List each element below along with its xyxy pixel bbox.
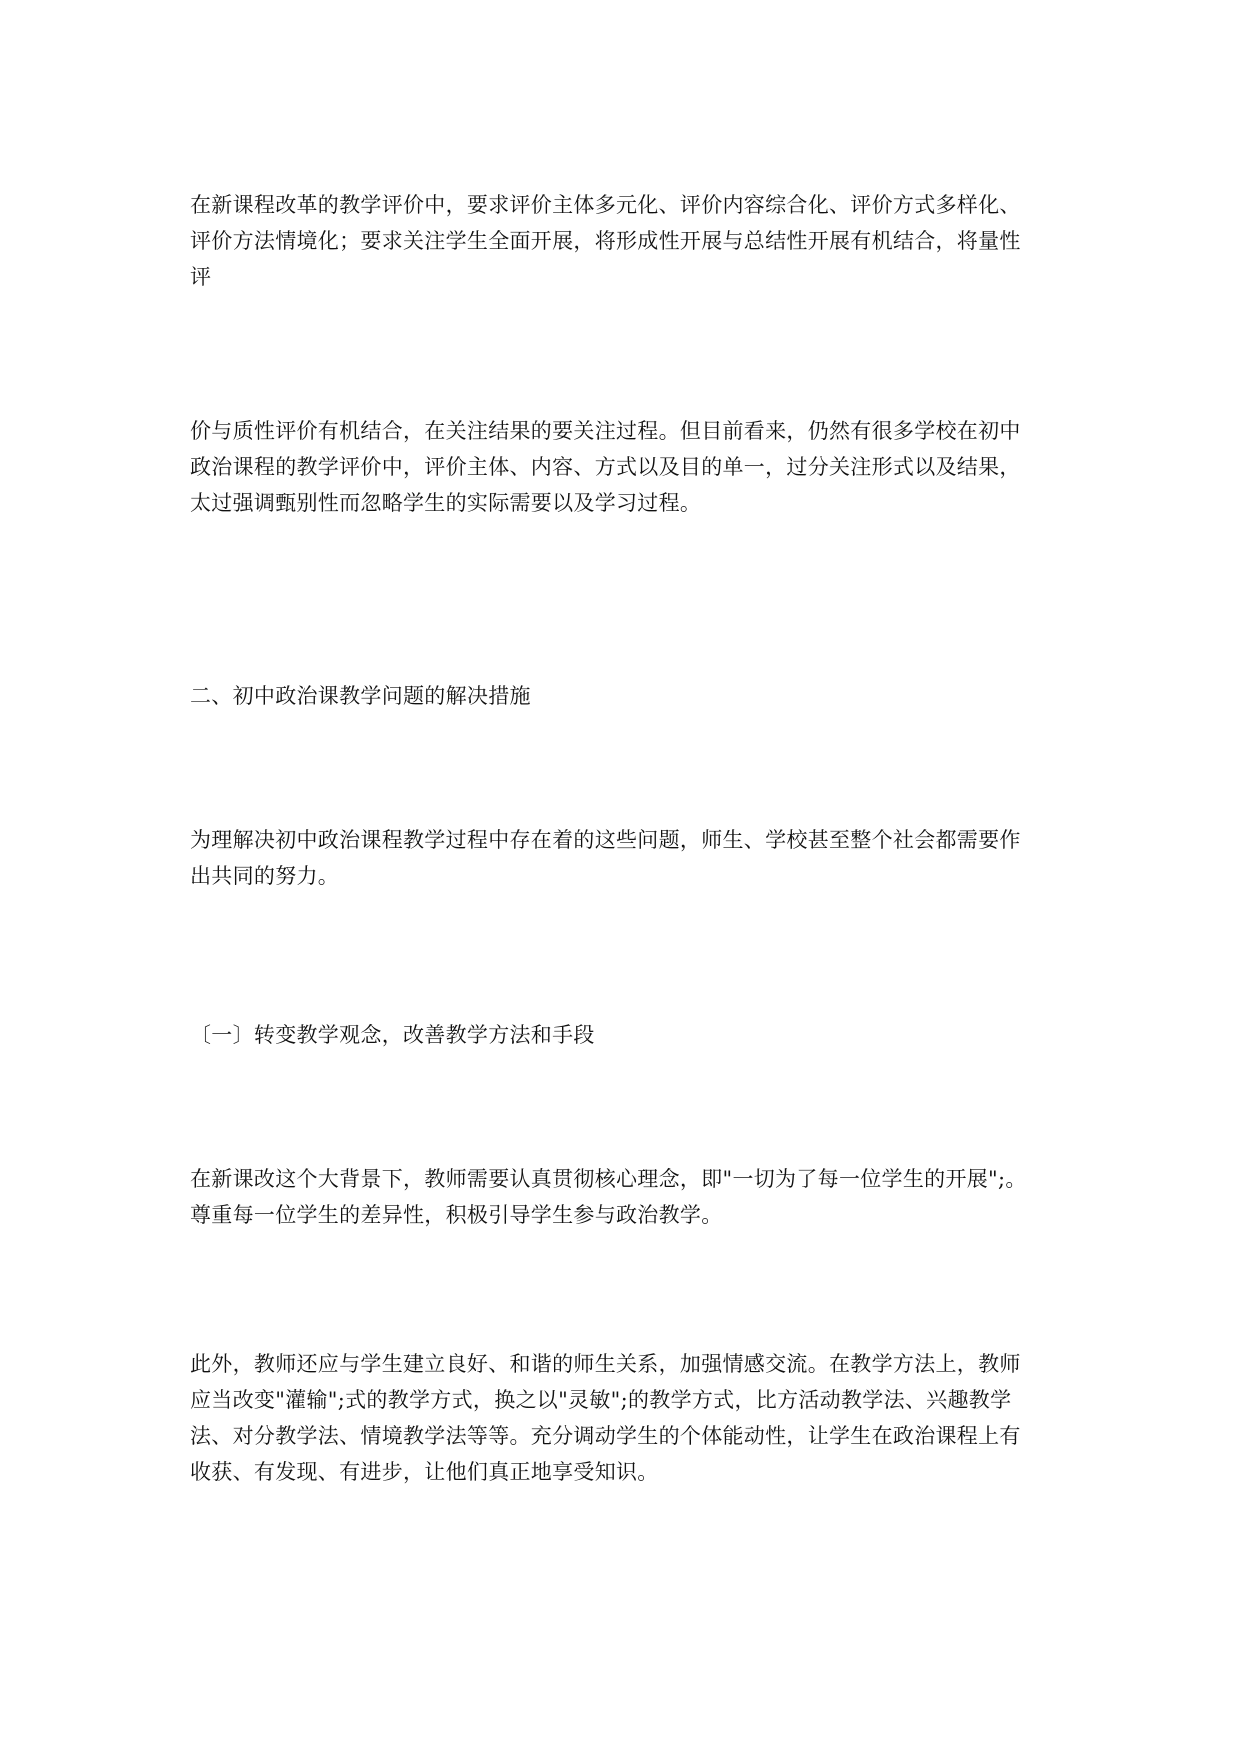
text-line: 此外，教师还应与学生建立良好、和谐的师生关系，加强情感交流。在教学方法上，教师 — [190, 1352, 1021, 1376]
text-line: 应当改变"灌输";式的教学方式，换之以"灵敏";的教学方式，比方活动教学法、兴趣教学 — [190, 1388, 1012, 1412]
text-line: 评 — [190, 265, 212, 289]
text-line: 评价方法情境化；要求关注学生全面开展，将形成性开展与总结性开展有机结合，将量性 — [190, 229, 1021, 253]
text-line: 政治课程的教学评价中，评价主体、内容、方式以及目的单一，过分关注形式以及结果， — [190, 455, 1021, 479]
text-line: 太过强调甄别性而忽略学生的实际需要以及学习过程。 — [190, 491, 702, 515]
text-line: 在新课改这个大背景下，教师需要认真贯彻核心理念，即"一切为了每一位学生的开展";。 — [190, 1167, 1027, 1191]
paragraph-core-concept — [190, 1161, 1060, 1233]
text-line: 尊重每一位学生的差异性，积极引导学生参与政治教学。 — [190, 1203, 723, 1227]
paragraph-teacher-student-relations — [190, 1346, 1060, 1490]
paragraph-joint-effort — [190, 822, 1060, 894]
text-line: 收获、有发现、有进步，让他们真正地享受知识。 — [190, 1460, 659, 1484]
heading-text: 二、初中政治课教学问题的解决措施 — [190, 684, 531, 708]
paragraph-evaluation-problems — [190, 413, 1060, 521]
text-line: 出共同的努力。 — [190, 864, 340, 888]
text-line: 法、对分教学法、情境教学法等等。充分调动学生的个体能动性，让学生在政治课程上有 — [190, 1424, 1021, 1448]
text-line: 为理解决初中政治课程教学过程中存在着的这些问题，师生、学校甚至整个社会都需要作 — [190, 828, 1021, 852]
text-line: 在新课程改革的教学评价中，要求评价主体多元化、评价内容综合化、评价方式多样化、 — [190, 193, 1021, 217]
text-line: 价与质性评价有机结合，在关注结果的要关注过程。但目前看来，仍然有很多学校在初中 — [190, 419, 1021, 443]
paragraph-evaluation-requirements — [190, 187, 1060, 295]
heading-text: 〔一〕转变教学观念，改善教学方法和手段 — [190, 1023, 595, 1047]
subsection-heading-teaching-methods — [190, 1017, 1060, 1053]
section-heading-solutions — [190, 678, 1060, 714]
